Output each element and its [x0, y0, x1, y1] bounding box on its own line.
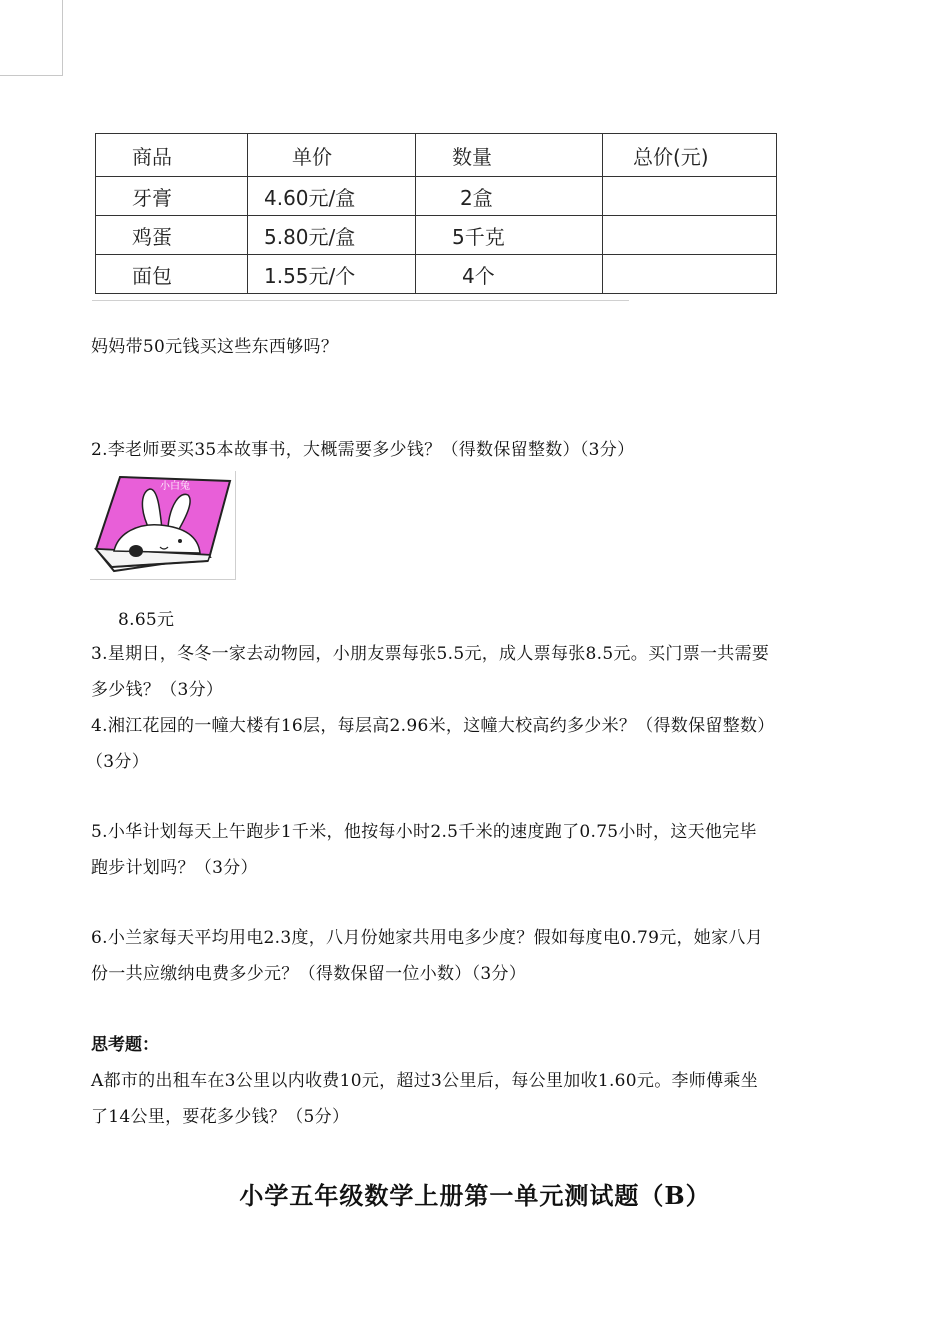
q5-line-1: 5.小华计划每天上午跑步1千米，他按每小时2.5千米的速度跑了0.75小时，这天他完毕: [91, 822, 757, 842]
q2-question: 2.李老师要买35本故事书，大概需要多少钱？（得数保留整数）（3分）: [91, 440, 635, 460]
table-cell: 4.60元/盒: [248, 177, 416, 216]
table-cell: 鸡蛋: [96, 216, 248, 255]
table-cell: 面包: [96, 255, 248, 294]
q4-line-2: （3分）: [86, 752, 150, 772]
table-header-cell: 商品: [96, 134, 248, 177]
table-cell: [603, 216, 777, 255]
table-cell: 5.80元/盒: [248, 216, 416, 255]
q3-line-2: 多少钱？（3分）: [91, 680, 224, 700]
next-test-title: 小学五年级数学上册第一单元测试题（B）: [239, 1181, 711, 1210]
table-row: [96, 216, 777, 255]
thinking-line-2: 了14公里，要花多少钱？（5分）: [91, 1107, 350, 1127]
table-cell: [603, 255, 777, 294]
storybook-illustration: [90, 471, 235, 579]
book-title-text: 小白兔: [160, 481, 190, 492]
q1-question: 妈妈带50元钱买这些东西够吗？: [91, 337, 339, 357]
q6-line-1: 6.小兰家每天平均用电2.3度，八月份她家共用电多少度？假如每度电0.79元，她家八月: [91, 928, 764, 948]
table-header-cell: 总价(元): [603, 134, 777, 177]
table-cell: 4个: [416, 255, 603, 294]
thinking-line-1: A都市的出租车在3公里以内收费10元，超过3公里后，每公里加收1.60元。李师傅乘坐: [91, 1071, 758, 1091]
table-row: [96, 255, 777, 294]
table-cell: 1.55元/个: [248, 255, 416, 294]
table-header-cell: 单价: [248, 134, 416, 177]
book-price: 8.65元: [118, 610, 175, 630]
storybook-image: [90, 471, 236, 580]
table-row: [96, 177, 777, 216]
table-header-row: [96, 134, 777, 177]
q5-line-2: 跑步计划吗？（3分）: [91, 858, 258, 878]
q3-line-1: 3.星期日，冬冬一家去动物园，小朋友票每张5.5元，成人票每张8.5元。买门票一共需要: [91, 644, 770, 664]
table-cell: 5千克: [416, 216, 603, 255]
thinking-title: 思考题：: [91, 1035, 159, 1055]
q6-line-2: 份一共应缴纳电费多少元？（得数保留一位小数）（3分）: [91, 964, 527, 984]
table-underline: [92, 300, 629, 301]
q4-line-1: 4.湘江花园的一幢大楼有16层，每层高2.96米，这幢大校高约多少米？（得数保留整数）: [91, 716, 775, 736]
table-cell: 2盒: [416, 177, 603, 216]
page-corner-mark: [0, 0, 63, 76]
table-header-cell: 数量: [416, 134, 603, 177]
price-table: [95, 133, 777, 294]
table-cell: [603, 177, 777, 216]
table-cell: 牙膏: [96, 177, 248, 216]
